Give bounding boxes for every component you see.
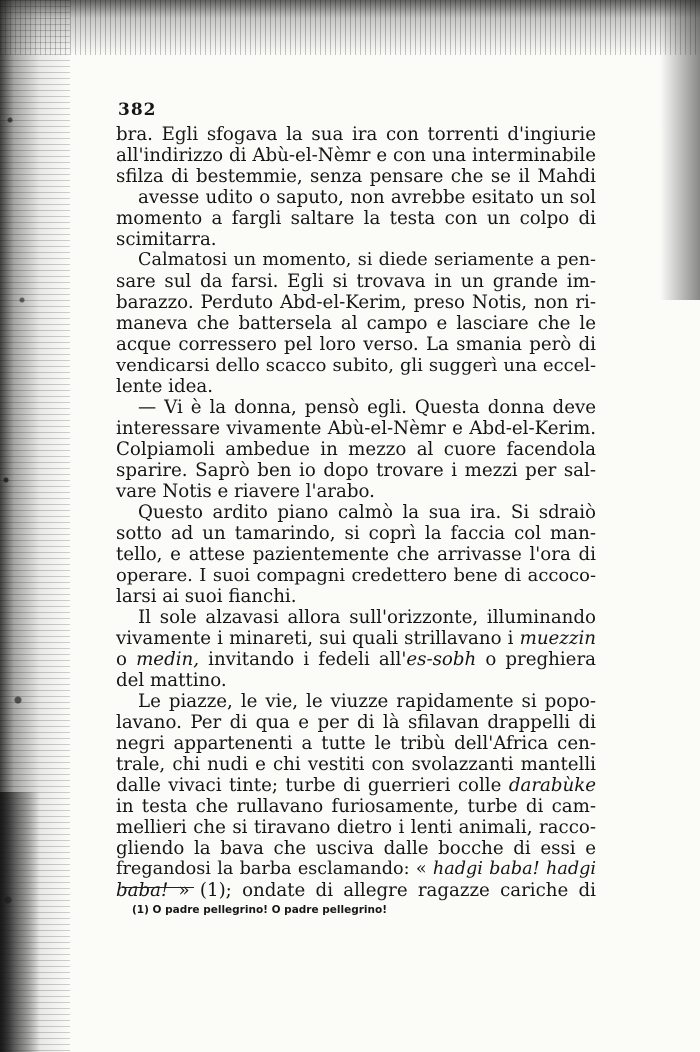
text-line: dalle vivaci tinte; turbe di guerrieri colle darabùke bbox=[116, 775, 596, 796]
text-line: maneva che battersela al campo e lasciare che le bbox=[116, 313, 596, 334]
text-line: o medin, invitando i fedeli all'es-sobh o preghiera bbox=[116, 649, 596, 670]
text-line: acque corressero pel loro verso. La smania però di bbox=[116, 334, 596, 355]
footnote-divider bbox=[122, 887, 194, 888]
paragraph-start: — Vi è la donna, pensò egli. Questa donna deve bbox=[138, 397, 596, 418]
text-line: negri appartenenti a tutte le tribù dell'Africa cen- bbox=[116, 733, 596, 754]
text-line: gliendo la bava che usciva dalle bocche di essi e bbox=[116, 838, 596, 859]
text-line: vivamente i minareti, sui quali strillavano i muezzin bbox=[116, 628, 596, 649]
footnote: (1) O padre pellegrino! O padre pellegrino! bbox=[132, 904, 387, 916]
paragraph-start: Il sole alzavasi allora sull'orizzonte, illuminando bbox=[138, 607, 596, 628]
text-line: larsi ai suoi fianchi. bbox=[116, 586, 297, 607]
text-line: vare Notis e riavere l'arabo. bbox=[116, 481, 375, 502]
text-line: lente idea. bbox=[116, 376, 213, 397]
text-line: in testa che rullavano furiosamente, turbe di cam- bbox=[116, 796, 596, 817]
text-line: mellieri che si tiravano dietro i lenti animali, racco- bbox=[116, 817, 596, 838]
text-line: Colpiamoli ambedue in mezzo al cuore facendola bbox=[116, 439, 596, 460]
text-line: all'indirizzo di Abù-el-Nèmr e con una interminabile bbox=[116, 145, 596, 166]
text-line: operare. I suoi compagni credettero bene di accoco- bbox=[116, 565, 596, 586]
body-text bbox=[116, 124, 596, 901]
text-line: sotto ad un tamarindo, si coprì la faccia col man- bbox=[116, 523, 596, 544]
text-line: interessare vivamente Abù-el-Nèmr e Abd-el-Kerim. bbox=[116, 418, 596, 439]
scan-edge-bottom-left bbox=[0, 792, 40, 1052]
text-line: scimitarra. bbox=[116, 229, 217, 250]
text-line: sparire. Saprò ben io dopo trovare i mezzi per sal- bbox=[116, 460, 596, 481]
paragraph-start: Questo ardito piano calmò la sua ira. Si sdraiò bbox=[138, 502, 596, 523]
paragraph-start: Le piazze, le vie, le viuzze rapidamente si popo- bbox=[138, 691, 596, 712]
scan-edge-top bbox=[0, 0, 700, 55]
text-line: avesse udito o saputo, non avrebbe esitato un sol bbox=[138, 187, 596, 208]
text-line: bra. Egli sfogava la sua ira con torrenti d'ingiurie bbox=[116, 124, 596, 145]
text-line: trale, chi nudi e chi vestiti con svolazzanti mantelli bbox=[116, 754, 596, 775]
text-line: baba! » (1); ondate di allegre ragazze cariche di bbox=[116, 880, 596, 901]
text-line: tello, e attese pazientemente che arrivasse l'ora di bbox=[116, 544, 596, 565]
text-line: momento a fargli saltare la testa con un colpo di bbox=[116, 208, 596, 229]
text-line: barazzo. Perduto Abd-el-Kerim, preso Notis, non ri- bbox=[116, 292, 596, 313]
text-line: del mattino. bbox=[116, 670, 227, 691]
scan-edge-right bbox=[660, 0, 700, 300]
paragraph-start: Calmatosi un momento, si diede seriamente a pen- bbox=[138, 250, 596, 270]
text-line: vendicarsi dello scacco subito, gli suggerì una eccel- bbox=[116, 355, 596, 376]
page-number: 382 bbox=[118, 100, 157, 120]
text-line: fregandosi la barba esclamando: « hadgi baba! hadgi bbox=[116, 859, 596, 879]
text-line: sfilza di bestemmie, senza pensare che se il Mahdi bbox=[116, 166, 596, 187]
text-line: sare sul da farsi. Egli si trovava in un grande im- bbox=[116, 271, 596, 292]
text-line: lavano. Per di qua e per di là sfilavan drappelli di bbox=[116, 712, 596, 733]
